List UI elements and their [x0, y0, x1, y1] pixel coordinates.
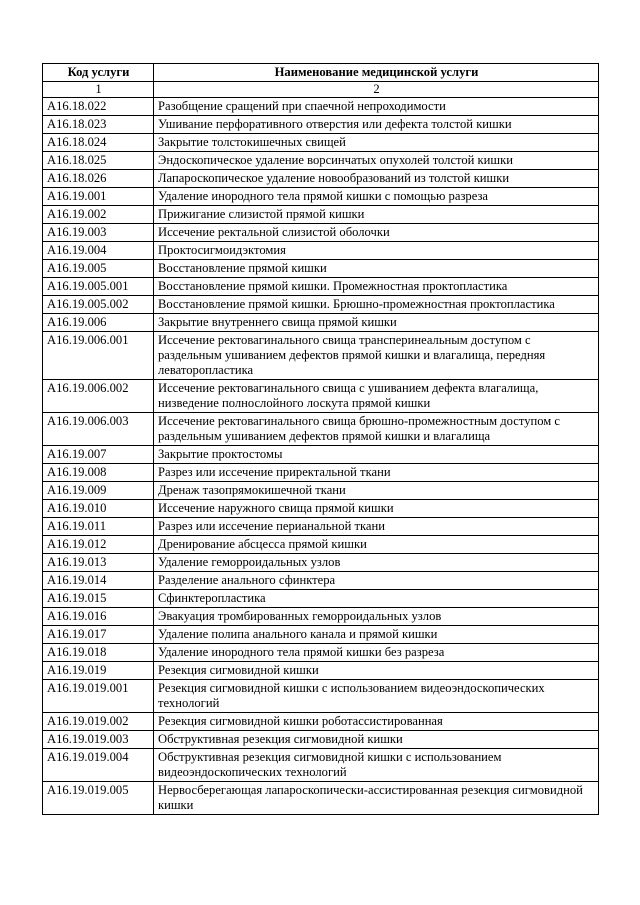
table-row: [43, 644, 599, 662]
header-code: Код услуги: [43, 64, 154, 82]
table-row: [43, 482, 599, 500]
service-code: A16.19.002: [43, 206, 154, 224]
service-name: Иссечение ректовагинального свища брюшно-промежностным доступом с раздельным ушиванием дефектов прямой кишки и влагалища: [154, 413, 599, 446]
service-code: A16.19.001: [43, 188, 154, 206]
service-name: Восстановление прямой кишки. Брюшно-промежностная проктопластика: [154, 296, 599, 314]
table-row: [43, 242, 599, 260]
table-row: [43, 332, 599, 380]
table-row: [43, 188, 599, 206]
service-code: A16.19.006.002: [43, 380, 154, 413]
service-name: Закрытие проктостомы: [154, 446, 599, 464]
table-row: [43, 134, 599, 152]
service-code: A16.19.005.001: [43, 278, 154, 296]
table-row: [43, 749, 599, 782]
service-name: Эндоскопическое удаление ворсинчатых опухолей толстой кишки: [154, 152, 599, 170]
service-name: Резекция сигмовидной кишки роботассистированная: [154, 713, 599, 731]
service-code: A16.19.004: [43, 242, 154, 260]
service-code: A16.19.019: [43, 662, 154, 680]
table-row: [43, 782, 599, 815]
service-name: Прижигание слизистой прямой кишки: [154, 206, 599, 224]
table-header: [43, 64, 599, 98]
table-row: [43, 206, 599, 224]
service-code: A16.18.026: [43, 170, 154, 188]
service-code: A16.18.025: [43, 152, 154, 170]
service-name: Восстановление прямой кишки: [154, 260, 599, 278]
service-name: Дренирование абсцесса прямой кишки: [154, 536, 599, 554]
service-name: Закрытие толстокишечных свищей: [154, 134, 599, 152]
table-row: [43, 413, 599, 446]
service-name: Нервосберегающая лапароскопически-ассистированная резекция сигмовидной кишки: [154, 782, 599, 815]
table-row: [43, 314, 599, 332]
table-row: [43, 296, 599, 314]
service-name: Резекция сигмовидной кишки: [154, 662, 599, 680]
service-name: Удаление инородного тела прямой кишки с помощью разреза: [154, 188, 599, 206]
service-code: A16.19.006: [43, 314, 154, 332]
service-code: A16.19.009: [43, 482, 154, 500]
table-row: [43, 260, 599, 278]
table-row: [43, 626, 599, 644]
service-name: Разделение анального сфинктера: [154, 572, 599, 590]
service-code: A16.19.019.002: [43, 713, 154, 731]
table-row: [43, 680, 599, 713]
medical-services-table: [42, 63, 599, 815]
table-row: [43, 116, 599, 134]
service-code: A16.19.010: [43, 500, 154, 518]
table-row: [43, 608, 599, 626]
column-number-row: [43, 82, 599, 98]
service-code: A16.19.019.001: [43, 680, 154, 713]
service-name: Разрез или иссечение перианальной ткани: [154, 518, 599, 536]
header-name: Наименование медицинской услуги: [154, 64, 599, 82]
service-name: Сфинктеропластика: [154, 590, 599, 608]
table-row: [43, 170, 599, 188]
service-name: Удаление полипа анального канала и прямой кишки: [154, 626, 599, 644]
service-name: Восстановление прямой кишки. Промежностная проктопластика: [154, 278, 599, 296]
service-code: A16.19.008: [43, 464, 154, 482]
service-code: A16.19.006.001: [43, 332, 154, 380]
table-row: [43, 500, 599, 518]
table-row: [43, 380, 599, 413]
table-row: [43, 590, 599, 608]
table-row: [43, 98, 599, 116]
service-name: Иссечение ректовагинального свища с ушиванием дефекта влагалища, низведение полнослойного лоскута прямой кишки: [154, 380, 599, 413]
service-name: Ушивание перфоративного отверстия или дефекта толстой кишки: [154, 116, 599, 134]
service-code: A16.19.012: [43, 536, 154, 554]
table-row: [43, 536, 599, 554]
service-name: Разрез или иссечение приректальной ткани: [154, 464, 599, 482]
table-row: [43, 518, 599, 536]
service-code: A16.19.014: [43, 572, 154, 590]
service-code: A16.18.023: [43, 116, 154, 134]
service-name: Разобщение сращений при спаечной непроходимости: [154, 98, 599, 116]
service-name: Обструктивная резекция сигмовидной кишки с использованием видеоэндоскопических технологий: [154, 749, 599, 782]
service-code: A16.18.022: [43, 98, 154, 116]
header-row: [43, 64, 599, 82]
service-code: A16.18.024: [43, 134, 154, 152]
table-body: [43, 98, 599, 815]
service-name: Закрытие внутреннего свища прямой кишки: [154, 314, 599, 332]
table-row: [43, 464, 599, 482]
table-row: [43, 224, 599, 242]
service-name: Иссечение наружного свища прямой кишки: [154, 500, 599, 518]
service-code: A16.19.019.004: [43, 749, 154, 782]
table-row: [43, 554, 599, 572]
table-row: [43, 731, 599, 749]
service-name: Иссечение ректовагинального свища трансперинеальным доступом с раздельным ушиванием дефектов прямой кишки и влагалища, передняя леваторопластика: [154, 332, 599, 380]
service-code: A16.19.018: [43, 644, 154, 662]
column-number-2: 2: [154, 82, 599, 98]
service-name: Дренаж тазопрямокишечной ткани: [154, 482, 599, 500]
table-row: [43, 572, 599, 590]
service-code: A16.19.013: [43, 554, 154, 572]
table-row: [43, 278, 599, 296]
service-code: A16.19.005.002: [43, 296, 154, 314]
service-code: A16.19.007: [43, 446, 154, 464]
service-name: Иссечение ректальной слизистой оболочки: [154, 224, 599, 242]
service-name: Обструктивная резекция сигмовидной кишки: [154, 731, 599, 749]
table-row: [43, 662, 599, 680]
service-code: A16.19.005: [43, 260, 154, 278]
service-code: A16.19.015: [43, 590, 154, 608]
service-name: Эвакуация тромбированных геморроидальных узлов: [154, 608, 599, 626]
service-name: Резекция сигмовидной кишки с использованием видеоэндоскопических технологий: [154, 680, 599, 713]
service-name: Проктосигмоидэктомия: [154, 242, 599, 260]
service-name: Удаление геморроидальных узлов: [154, 554, 599, 572]
table-row: [43, 446, 599, 464]
service-name: Удаление инородного тела прямой кишки без разреза: [154, 644, 599, 662]
service-code: A16.19.006.003: [43, 413, 154, 446]
service-code: A16.19.019.005: [43, 782, 154, 815]
service-code: A16.19.017: [43, 626, 154, 644]
service-code: A16.19.019.003: [43, 731, 154, 749]
service-code: A16.19.016: [43, 608, 154, 626]
service-code: A16.19.011: [43, 518, 154, 536]
document-page: [42, 63, 598, 815]
service-code: A16.19.003: [43, 224, 154, 242]
table-row: [43, 713, 599, 731]
column-number-1: 1: [43, 82, 154, 98]
service-name: Лапароскопическое удаление новообразований из толстой кишки: [154, 170, 599, 188]
table-row: [43, 152, 599, 170]
